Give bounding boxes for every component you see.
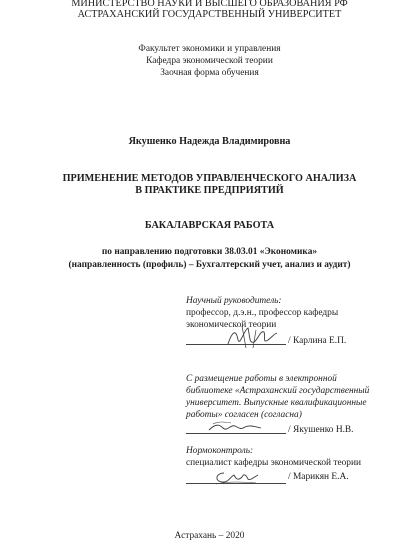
university-heading: АСТРАХАНСКИЙ ГОСУДАРСТВЕННЫЙ УНИВЕРСИТЕТ <box>77 9 342 20</box>
direction-line-2: (направленность (профиль) – Бухгалтерский учет, анализ и аудит) <box>68 260 351 270</box>
author-name: Якушенко Надежда Владимировна <box>128 136 291 147</box>
normcontrol-signature <box>210 465 260 487</box>
consent-line-2: библиотеке «Астраханский государственный <box>186 386 370 396</box>
work-type: БАКАЛАВРСКАЯ РАБОТА <box>144 220 275 231</box>
supervisor-position-line-2: экономической теории <box>186 320 277 330</box>
consent-name: / Якушенко Н.В. <box>288 425 354 435</box>
normcontrol-label: Нормоконтроль: <box>186 446 254 456</box>
ministry-heading: МИНИСТЕРСТВО НАУКИ И ВЫСШЕГО ОБРАЗОВАНИЯ РФ <box>71 0 348 9</box>
thesis-title-line-2: В ПРАКТИКЕ ПРЕДПРИЯТИЙ <box>135 185 284 196</box>
city-year: Астрахань – 2020 <box>174 531 245 541</box>
consent-signature <box>205 418 265 436</box>
faculty-name: Факультет экономики и управления <box>138 44 281 54</box>
normcontrol-position: специалист кафедры экономической теории <box>186 458 362 468</box>
supervisor-signature <box>222 322 280 350</box>
thesis-title-line-1: ПРИМЕНЕНИЕ МЕТОДОВ УПРАВЛЕНЧЕСКОГО АНАЛИЗА <box>62 173 357 184</box>
consent-line-4: работы» согласен (согласна) <box>186 410 302 420</box>
department-name: Кафедра экономической теории <box>146 56 273 66</box>
normcontrol-name: / Марикян Е.А. <box>288 472 349 482</box>
consent-line-1: С размещение работы в электронной <box>186 374 337 384</box>
direction-line-1: по направлению подготовки 38.03.01 «Экономика» <box>101 247 318 257</box>
consent-line-3: университет. Выпускные квалификационные <box>186 398 367 408</box>
supervisor-position-line-1: профессор, д.э.н., профессор кафедры <box>186 308 339 318</box>
supervisor-label: Научный руководитель: <box>186 296 282 306</box>
supervisor-name: / Карлина Е.П. <box>288 336 347 346</box>
study-form: Заочная форма обучения <box>160 68 259 78</box>
